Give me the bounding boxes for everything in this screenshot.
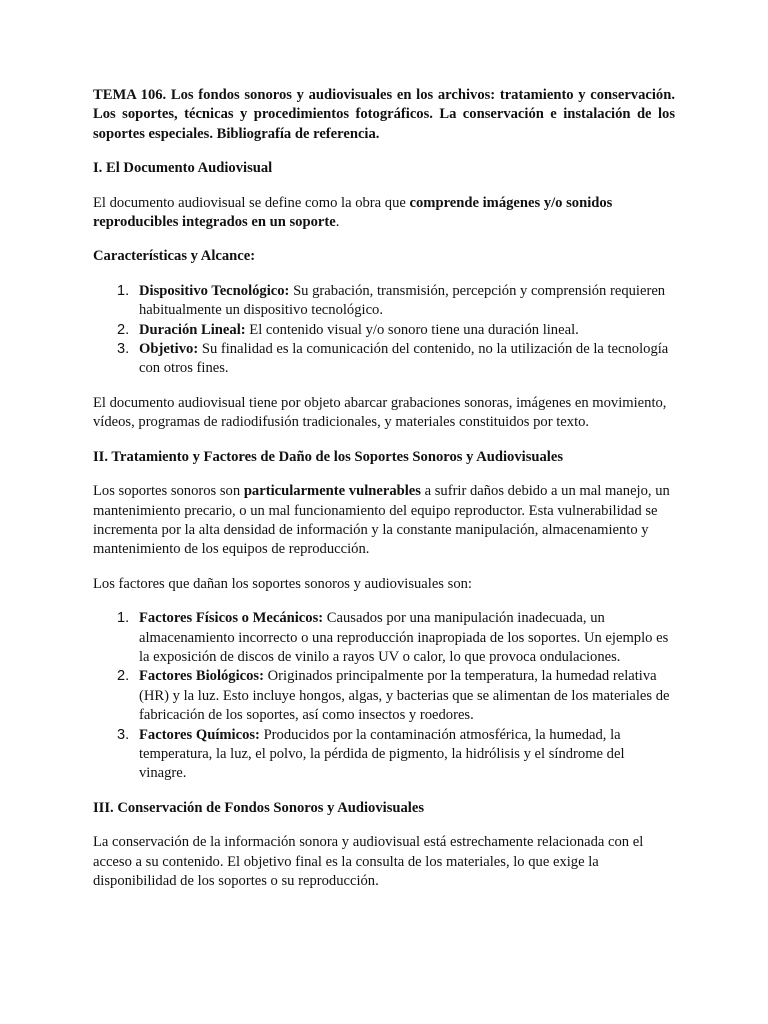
list-item [117,667,675,725]
section-heading-1: I. El Documento Audiovisual [93,160,273,177]
paragraph-conservation: La conservación de la información sonora y audiovisual está estrechamente relacionada con el acceso a su contenido. El objetivo final es la consulta de los materiales, lo que exige la disponibilidad de los soportes o su reproducción. [93,834,644,889]
paragraph-scope: El documento audiovisual tiene por objeto abarcar grabaciones sonoras, imágenes en movimiento, vídeos, programas de radiodifusión tradicionales, y materiales constituidos por texto. [93,394,667,431]
bold-run: comprende imágenes y/o sonidos reproducibles integrados en un soporte [93,194,613,231]
paragraph-vulnerability [93,482,675,560]
list-number: 3. [117,726,130,743]
list-item-text: Originados principalmente por la temperatura, la humedad relativa (HR) y la luz. Esto incluye hongos, algas, y bacterias que se alimentan de los materiales de fabricación de los soportes, así como insectos y roedores. [139,668,670,724]
document-title: TEMA 106. Los fondos sonoros y audiovisuales en los archivos: tratamiento y conservación. Los soportes, técnicas y procedimientos fotográficos. La conservación e instalación de los soportes especiales. Bibliografía de referencia. [93,87,675,142]
list-item [117,321,675,340]
text-run: a sufrir daños debido a un mal manejo, un mantenimiento precario, o un mal funcionamiento del equipo reproductor. Esta vulnerabilidad se incrementa por la alta densidad de información y la constante manipulación, almacenamiento y mantenimiento de los equipos de reproducción. [93,483,670,558]
list-item-text: Su grabación, transmisión, percepción y comprensión requieren habitualmente un dispositivo tecnológico. [139,282,666,319]
bold-run: particularmente vulnerables [243,483,421,500]
list-item-text: Causados por una manipulación inadecuada, un almacenamiento incorrecto o una reproducción inapropiada de los soportes. Un ejemplo es la exposición de discos de vinilo a rayos UV o calor, lo que provoca ondulaciones. [139,610,669,665]
text-run: El documento audiovisual se define como la obra que [93,194,410,211]
list-item-label: Factores Físicos o Mecánicos: [139,610,324,627]
list-item [117,340,675,379]
list-item-label: Dispositivo Tecnológico: [139,282,290,299]
list-item-text: El contenido visual y/o sonoro tiene una duración lineal. [245,321,579,338]
list-item [117,726,675,784]
list-item [117,609,675,667]
paragraph-definition [93,194,675,233]
factors-list [93,609,675,784]
list-item [117,282,675,321]
characteristics-list [93,282,675,379]
document-page [93,86,675,906]
list-number: 1. [117,610,130,627]
list-item-label: Factores Biológicos: [139,668,264,685]
list-number: 3. [117,341,130,358]
list-number: 2. [117,668,130,685]
list-item-label: Duración Lineal: [139,321,246,338]
subheading-characteristics [93,247,675,266]
list-item-text: Producidos por la contaminación atmosférica, la humedad, la temperatura, la luz, el polvo, la pérdida de pigmento, la hidrólisis y el síndrome del vinagre. [139,726,625,782]
list-number: 1. [117,282,130,299]
text-run: Los soportes sonoros son [93,483,244,500]
list-item-label: Factores Químicos: [139,726,260,743]
section-heading-2: II. Tratamiento y Factores de Daño de los Soportes Sonoros y Audiovisuales [93,448,564,465]
list-item-text: Su finalidad es la comunicación del contenido, no la utilización de la tecnología con otros fines. [139,341,669,377]
list-number: 2. [117,321,130,338]
text-run: . [335,214,340,231]
paragraph-factors-intro: Los factores que dañan los soportes sonoros y audiovisuales son: [93,575,472,592]
bold-run: Características y Alcance: [93,248,256,265]
section-heading-3: III. Conservación de Fondos Sonoros y Audiovisuales [93,799,425,816]
list-item-label: Objetivo: [139,341,199,358]
